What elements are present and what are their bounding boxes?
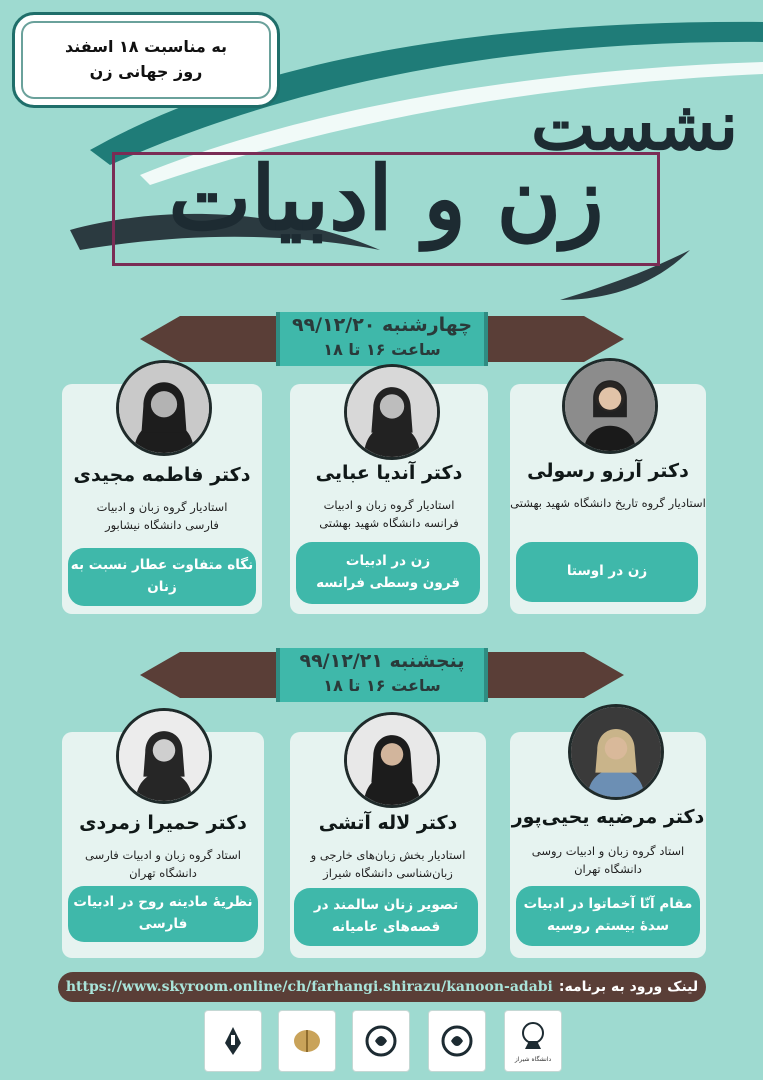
role-line: دانشگاه تهران xyxy=(129,866,197,881)
role-line: استاد گروه زبان و ادبیات فارسی xyxy=(85,848,241,862)
speaker-name: دکتر لاله آتشی xyxy=(318,812,458,834)
anjoman-logo-icon xyxy=(439,1023,475,1059)
role-line: استاد گروه زبان و ادبیات روسی xyxy=(531,844,685,858)
talk-topic xyxy=(294,888,478,946)
pen-logo xyxy=(204,1010,262,1072)
session-1-time: ساعت ۱۶ تا ۱۸ xyxy=(323,340,441,359)
topic-line: نظریهٔ مادینه روح در ادبیات فارسی xyxy=(73,894,253,932)
speaker-role xyxy=(290,846,486,883)
speaker-photo xyxy=(344,712,440,808)
role-line: استادیار بخش زبان‌های خارجی و xyxy=(310,848,466,862)
speaker-name: دکتر حمیرا زمردی xyxy=(79,812,247,834)
role-line: استادیار گروه زبان و ادبیات xyxy=(96,500,228,514)
speaker-role: استادیار گروه تاریخ دانشگاه شهید بهشتی xyxy=(510,496,706,510)
speaker-role xyxy=(510,842,706,879)
badge-line-1: به مناسبت ۱۸ اسفند xyxy=(64,37,228,57)
role-line: فرانسه دانشگاه شهید بهشتی xyxy=(319,516,459,531)
topic-line: نگاه متفاوت عطار نسبت به زنان xyxy=(70,557,254,595)
badge-line-2: روز جهانی زن xyxy=(89,62,203,81)
role-line: استادیار گروه زبان و ادبیات xyxy=(323,498,455,512)
topic-line: سدهٔ بیستم روسیه xyxy=(547,918,669,934)
speaker-photo xyxy=(344,364,440,460)
topic-line: قرون وسطی فرانسه xyxy=(316,575,460,591)
talk-topic xyxy=(516,542,698,602)
title-top: نشست xyxy=(530,86,738,166)
brain-icon xyxy=(289,1023,325,1059)
program-link-bar[interactable] xyxy=(58,972,706,1002)
anjoman-logo xyxy=(352,1010,410,1072)
speaker-name: دکتر فاطمه مجیدی xyxy=(73,464,251,486)
university-logo-icon xyxy=(515,1019,551,1055)
program-link[interactable]: https://www.skyroom.online/ch/farhangi.shirazu/kanoon-adabi xyxy=(65,979,553,995)
talk-topic xyxy=(296,542,480,604)
topic-line: مقام آنّا آخماتوا در ادبیات xyxy=(523,896,693,913)
speaker-role xyxy=(62,846,264,883)
session-2-time: ساعت ۱۶ تا ۱۸ xyxy=(323,676,441,695)
role-line: دانشگاه تهران xyxy=(574,862,642,877)
role-line: فارسی دانشگاه نیشابور xyxy=(105,518,219,533)
role-line: زبان‌شناسی دانشگاه شیراز xyxy=(323,866,453,881)
anjoman-logo-icon xyxy=(363,1023,399,1059)
topic-line: زن در اوستا xyxy=(566,563,648,580)
topic-line: قصه‌های عامیانه xyxy=(331,919,441,935)
anjoman-logo xyxy=(428,1010,486,1072)
logo-caption: دانشگاه شیراز xyxy=(514,1055,552,1063)
topic-line: تصویر زنان سالمند در xyxy=(313,897,459,914)
page-title: زن و ادبیات xyxy=(168,146,604,250)
occasion-badge xyxy=(12,12,280,108)
speaker-name: دکتر آندیا عبایی xyxy=(315,462,463,484)
brain-logo xyxy=(278,1010,336,1072)
talk-topic xyxy=(516,886,700,946)
speaker-photo xyxy=(116,708,212,804)
university-logo xyxy=(504,1010,562,1072)
session-1-date: چهارشنبه ۹۹/۱۲/۲۰ xyxy=(291,314,473,336)
speaker-role xyxy=(62,498,262,535)
session-2-date: پنجشنبه ۹۹/۱۲/۲۱ xyxy=(299,650,465,672)
topic-line: زن در ادبیات xyxy=(345,553,431,570)
speaker-photo xyxy=(116,360,212,456)
speaker-photo xyxy=(568,704,664,800)
pen-icon xyxy=(215,1023,251,1059)
talk-topic xyxy=(68,886,258,942)
speaker-name: دکتر مرضیه یحیی‌پور xyxy=(511,806,705,828)
speaker-role xyxy=(290,496,488,533)
speaker-name: دکتر آرزو رسولی xyxy=(527,460,689,482)
link-label: لینک ورود به برنامه: xyxy=(558,979,699,995)
speaker-photo xyxy=(562,358,658,454)
talk-topic xyxy=(68,548,256,606)
